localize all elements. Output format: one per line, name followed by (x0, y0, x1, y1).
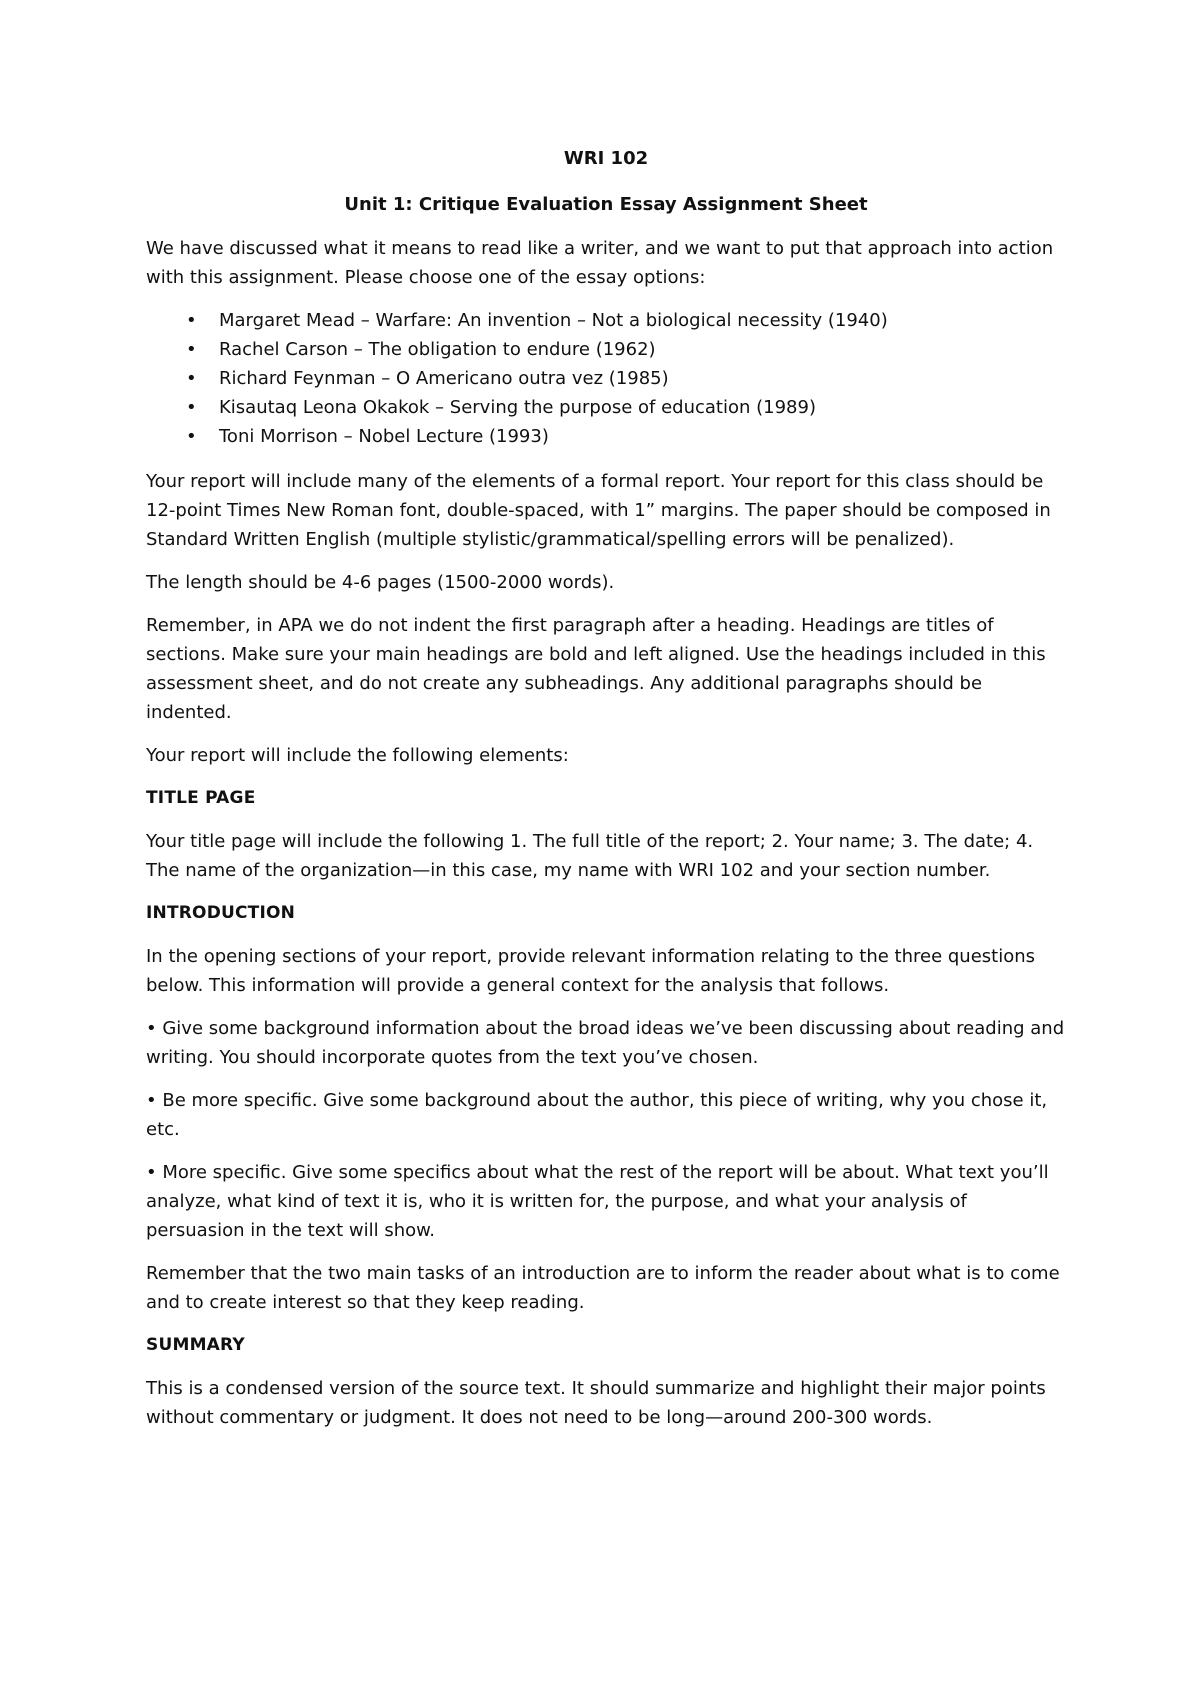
introduction-paragraph: In the opening sections of your report, provide relevant information relating to the three questions below. This information will provide a general context for the analysis that follows. (146, 946, 1036, 996)
essay-option (146, 422, 1066, 451)
bullet-icon: • (186, 397, 197, 418)
essay-option (146, 364, 1066, 393)
essay-option-text: Kisautaq Leona Okakok – Serving the purpose of education (1989) (219, 397, 816, 418)
bullet-icon: • (186, 339, 197, 360)
length-paragraph: The length should be 4-6 pages (1500-2000 words). (146, 572, 615, 593)
essay-options-list (146, 306, 1066, 451)
title-page-paragraph: Your title page will include the following 1. The full title of the report; 2. Your name; 3. The date; 4. The name of the organization—in this case, my name with WRI 102 and your section number. (146, 831, 1034, 881)
format-paragraph: Your report will include many of the elements of a formal report. Your report for this class should be 12-point Times New Roman font, double-spaced, with 1” margins. The paper should be composed in Standard Written English (multiple stylistic/grammatical/spelling errors will be penalized). (146, 471, 1051, 550)
document-title: Unit 1: Critique Evaluation Essay Assignment Sheet (344, 194, 868, 215)
heading-introduction: INTRODUCTION (146, 903, 296, 923)
bullet-icon: • (186, 368, 197, 389)
intro-paragraph: We have discussed what it means to read like a writer, and we want to put that approach into action with this assignment. Please choose one of the essay options: (146, 238, 1054, 288)
essay-option-text: Richard Feynman – O Americano outra vez (1985) (219, 368, 669, 389)
apa-paragraph: Remember, in APA we do not indent the first paragraph after a heading. Headings are titles of sections. Make sure your main headings are bold and left aligned. Use the headings included in this assessment sheet, and do not create any subheadings. Any additional paragraphs should be indented. (146, 615, 1046, 723)
essay-option (146, 393, 1066, 422)
essay-option (146, 306, 1066, 335)
essay-option-text: Margaret Mead – Warfare: An invention – Not a biological necessity (1940) (219, 310, 888, 331)
heading-title-page: TITLE PAGE (146, 788, 256, 808)
heading-summary: SUMMARY (146, 1335, 245, 1355)
introduction-bullet: • Be more specific. Give some background about the author, this piece of writing, why you chose it, etc. (146, 1090, 1048, 1140)
essay-option (146, 335, 1066, 364)
essay-option-text: Toni Morrison – Nobel Lecture (1993) (219, 426, 549, 447)
bullet-icon: • (186, 310, 197, 331)
document-body (146, 146, 1066, 1446)
bullet-icon: • (186, 426, 197, 447)
introduction-bullet: • Give some background information about the broad ideas we’ve been discussing about reading and writing. You should incorporate quotes from the text you’ve chosen. (146, 1018, 1065, 1068)
elements-intro: Your report will include the following elements: (146, 745, 569, 766)
introduction-bullet: • More specific. Give some specifics about what the rest of the report will be about. What text you’ll analyze, what kind of text it is, who it is written for, the purpose, and what your analysis of persuasion in the text will show. (146, 1162, 1049, 1241)
course-code: WRI 102 (563, 148, 649, 169)
essay-option-text: Rachel Carson – The obligation to endure (1962) (219, 339, 656, 360)
summary-paragraph: This is a condensed version of the source text. It should summarize and highlight their major points without commentary or judgment. It does not need to be long—around 200-300 words. (146, 1378, 1046, 1428)
introduction-closing: Remember that the two main tasks of an introduction are to inform the reader about what is to come and to create interest so that they keep reading. (146, 1263, 1060, 1313)
